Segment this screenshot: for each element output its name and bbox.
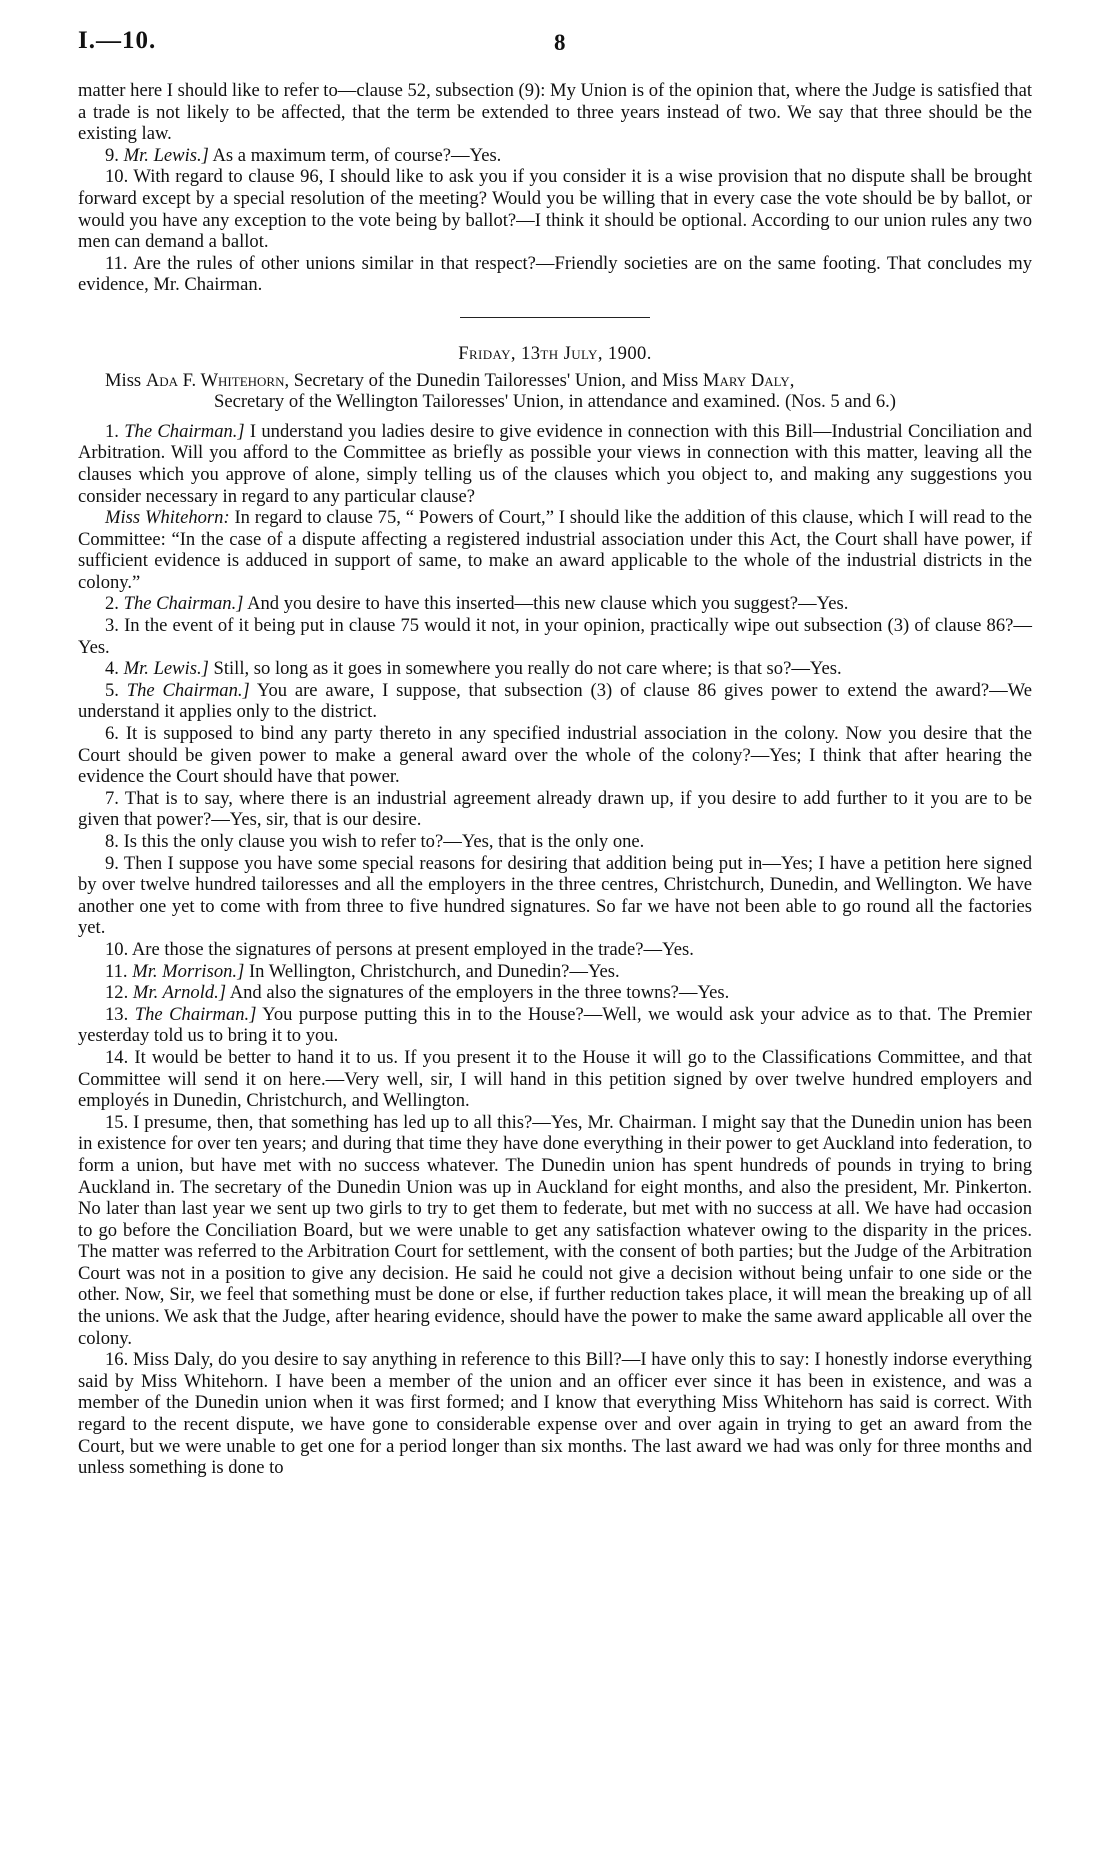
witness-name: Mary Daly <box>702 369 790 391</box>
witness-name: Ada F. Whitehorn <box>145 369 285 391</box>
question-6: 6. It is supposed to bind any party thereto in any specified industrial association in the colony. Now you desire that the Court should be given power to make a general award over the whole of the colony?—Yes; I think that after hearing the evidence the Court should have that power. <box>78 723 1032 788</box>
page-header <box>78 27 1032 80</box>
speaker-label: The Chairman.] <box>124 420 245 442</box>
question-9: 9. Mr. Lewis.] As a maximum term, of course?—Yes. <box>105 144 502 166</box>
speaker-label: The Chairman.] <box>126 679 250 701</box>
question-11b: 11. Mr. Morrison.] In Wellington, Christchurch, and Dunedin?—Yes. <box>105 960 620 982</box>
question-16: 16. Miss Daly, do you desire to say anything in reference to this Bill?—I have only this to say: I honestly indorse everything said by Miss Whitehorn. I have been a member of the union and an officer ever since it has been in existence, and was a member of the Dunedin union when it was first formed; and I know that everything Miss Whitehorn has said is correct. With regard to the recent dispute, we have gone to considerable expense over and over again in trying to get an award from the Court, but we were unable to get one for a period longer than six months. The last award we had was only for three months and unless something is done to <box>78 1349 1032 1479</box>
question-9b: 9. Then I suppose you have some special reasons for desiring that addition being put in—Yes; I have a petition here signed by over twelve hundred tailoresses and all the employers in the three centres, Christchurch, Dunedin, and Wellington. We have another one yet to come with from three to five hundred signatures. So far we have not been able to go round all the factories yet. <box>78 852 1032 939</box>
paper-reference: I.—10. <box>78 27 157 54</box>
attendance-line-2: Secretary of the Wellington Tailoresses' Union, in attendance and examined. (Nos. 5 and 6.) <box>214 391 896 413</box>
page-number: 8 <box>554 30 566 55</box>
speaker-label: Miss Whitehorn: <box>105 507 230 529</box>
question-2: 2. The Chairman.] And you desire to have this inserted—this new clause which you suggest?—Yes. <box>105 593 849 615</box>
question-3: 3. In the event of it being put in clause 75 would it not, in your opinion, practically wipe out subsection (3) of clause 86?—Yes. <box>78 615 1032 658</box>
question-14: 14. It would be better to hand it to us. If you present it to the House it will go to the Classifications Committee, and that Committee will send it on here.—Very well, sir, I will hand in this petition signed by over twelve hundred employers and employés in Dunedin, Christchurch, and Wellington. <box>78 1046 1032 1112</box>
question-5: 5. The Chairman.] You are aware, I suppose, that subsection (3) of clause 86 gives power to extend the award?—We understand it applies only to the district. <box>78 679 1032 723</box>
speaker-label: The Chairman.] <box>123 593 244 615</box>
question-7: 7. That is to say, where there is an industrial agreement already drawn up, if you desire to add further to it you are to be given that power?—Yes, sir, that is our desire. <box>78 787 1032 831</box>
speaker-label: Mr. Morrison.] <box>132 960 245 982</box>
question-15: 15. I presume, then, that something has led up to all this?—Yes, Mr. Chairman. I might say that the Dunedin union has been in existence for over ten years; and during that time they have done everything in their power to get Auckland into federation, to form a union, but have met with no success whatever. The Dunedin union has spent hundreds of pounds in trying to bring Auckland in. The secretary of the Dunedin Union was up in Auckland for eight months, and also the president, Mr. Pinkerton. No later than last year we sent up two girls to try to get them to federate, but met with no success at all. We have had occasion to go before the Conciliation Board, but we were unable to get any satisfaction whatever owing to the disparity in the prices. The matter was referred to the Arbitration Court for settlement, with the consent of both parties; but the Judge of the Arbitration Court was not in a position to give any decision. He said he could not give a decision without being unfair to one side or the other. Now, Sir, we feel that something must be done or else, if further reduction takes place, it will mean the breaking up of all the unions. We ask that the Judge, after hearing evidence, should have the power to make the same award applicable all over the colony. <box>78 1111 1032 1349</box>
section-divider <box>460 317 650 318</box>
speaker-label: Mr. Arnold.] <box>132 982 227 1004</box>
question-1: 1. The Chairman.] I understand you ladies desire to give evidence in connection with this Bill—Industrial Conciliation and Arbitration. Will you afford to the Committee as briefly as possible your views in connection with this matter, leaving all the clauses which you approve of alone, simply telling us of the clauses which you object to, and making any suggestions you consider necessary in regard to any particular clause? <box>78 420 1032 507</box>
speaker-label: Mr. Lewis.] <box>123 658 209 680</box>
speaker-label: The Chairman.] <box>134 1003 257 1025</box>
speaker-label: Mr. Lewis.] <box>123 144 209 166</box>
question-12: 12. Mr. Arnold.] And also the signatures of the employers in the three towns?—Yes. <box>105 982 730 1004</box>
question-8: 8. Is this the only clause you wish to refer to?—Yes, that is the only one. <box>105 831 645 852</box>
question-11: 11. Are the rules of other unions similar in that respect?—Friendly societies are on the same footing. That concludes my evidence, Mr. Chairman. <box>78 252 1032 296</box>
session-date: Friday, 13th July, 1900. <box>458 342 652 364</box>
answer-1: Miss Whitehorn: In regard to clause 75, “ Powers of Court,” I should like the addition of this clause, which I will read to the Committee: “In the case of a dispute affecting a registered industrial association under this Act, the Court shall have power, if sufficient evidence is adduced in support of same, to make an award applicable to the whole of the industrial districts in the colony.” <box>78 507 1032 593</box>
continuation-paragraph: matter here I should like to refer to—clause 52, subsection (9): My Union is of the opinion that, where the Judge is satisfied that a trade is not likely to be affected, that the term be extended to three years instead of two. We say that three should be the existing law. <box>78 80 1032 145</box>
attendance-line: Miss Ada F. Whitehorn, Secretary of the Dunedin Tailoresses' Union, and Miss Mary Daly, <box>105 369 795 391</box>
question-10: 10. With regard to clause 96, I should like to ask you if you consider it is a wise provision that no dispute shall be brought forward except by a special resolution of the meeting? Would you be willing that in every case the vote should be by ballot, or would you have any exception to the vote being by ballot?—I think it should be optional. According to our union rules any two men can demand a ballot. <box>78 166 1032 253</box>
question-10b: 10. Are those the signatures of persons at present employed in the trade?—Yes. <box>105 938 694 960</box>
question-13: 13. The Chairman.] You purpose putting this in to the House?—Well, we would ask your advice as to that. The Premier yesterday told us to bring it to you. <box>78 1003 1032 1047</box>
question-4: 4. Mr. Lewis.] Still, so long as it goes in somewhere you really do not care where; is that so?—Yes. <box>105 658 842 680</box>
